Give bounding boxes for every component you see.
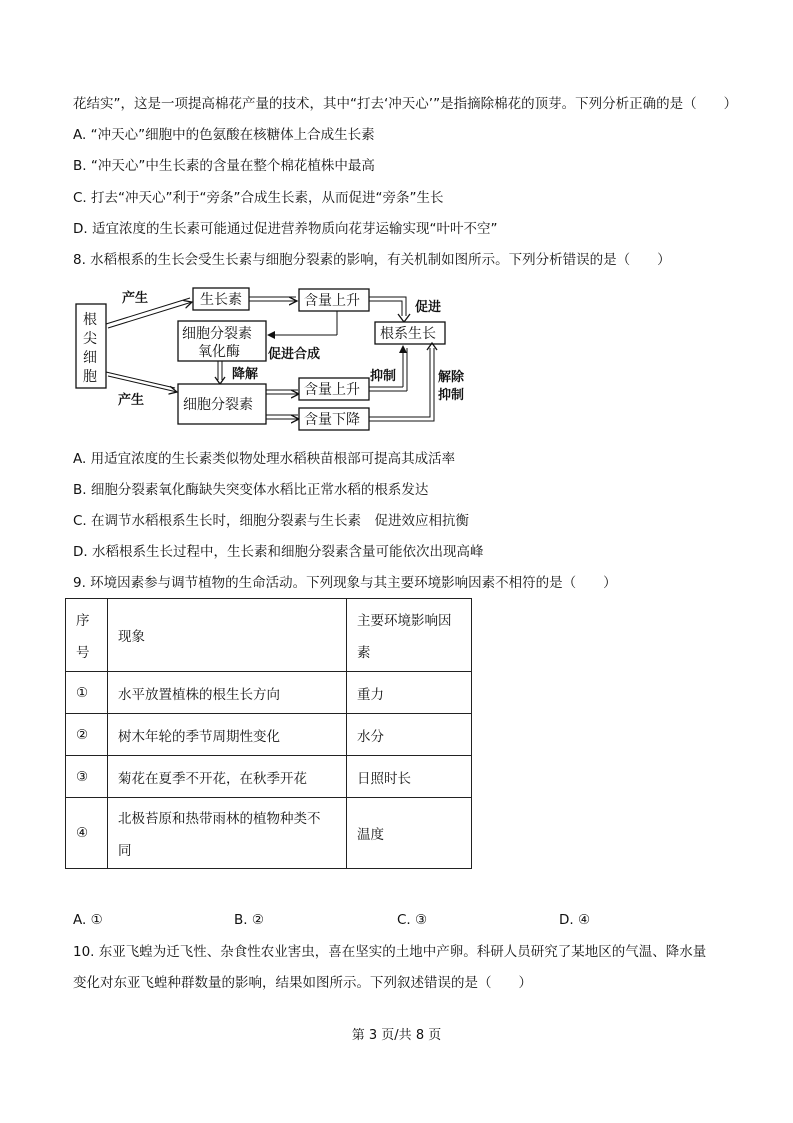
row-factor: 重力 bbox=[347, 672, 472, 714]
q9-table bbox=[65, 598, 472, 869]
row-phenomenon: 树木年轮的季节周期性变化 bbox=[108, 714, 347, 756]
row-phenomenon: 水平放置植株的根生长方向 bbox=[108, 672, 347, 714]
ckx-label-2: 氧化酶 bbox=[198, 344, 240, 360]
page-footer: 第 3 页/共 8 页 bbox=[351, 1028, 442, 1043]
q8-stem: 8. 水稻根系的生长会受生长素与细胞分裂素的影响，有关机制如图所示。下列分析错误的是（ ） bbox=[73, 252, 671, 268]
q10-stem-line-1: 10. 东亚飞蝗为迁飞性、杂食性农业害虫，喜在坚实的土地中产卵。科研人员研究了某地区的气温、降水量 bbox=[73, 944, 707, 960]
header-no: 序 号 bbox=[66, 599, 108, 672]
table-row bbox=[66, 672, 472, 714]
root-tip-char-2: 尖 bbox=[83, 331, 97, 347]
q9-option-c: C. ③ bbox=[397, 912, 428, 928]
row-no: ① bbox=[66, 672, 108, 714]
row-phenomenon: 菊花在夏季不开花，在秋季开花 bbox=[108, 756, 347, 798]
table-row bbox=[66, 756, 472, 798]
header-factor: 主要环境影响因 素 bbox=[347, 599, 472, 672]
q9-option-d: D. ④ bbox=[559, 912, 591, 928]
content-up-label-2: 含量上升 bbox=[304, 382, 360, 398]
q8-option-d: D. 水稻根系生长过程中，生长素和细胞分裂素含量可能依次出现高峰 bbox=[73, 544, 484, 560]
table-row bbox=[66, 798, 472, 869]
q9-option-b: B. ② bbox=[234, 912, 264, 928]
row-no: ③ bbox=[66, 756, 108, 798]
q7-option-c: C. 打去“冲天心”利于“旁条”合成生长素，从而促进“旁条”生长 bbox=[73, 190, 444, 206]
row-no: ② bbox=[66, 714, 108, 756]
q8-option-b: B. 细胞分裂素氧化酶缺失突变体水稻比正常水稻的根系发达 bbox=[73, 482, 429, 498]
label-relieve-2: 抑制 bbox=[438, 388, 465, 403]
table-row bbox=[66, 714, 472, 756]
q7-option-d: D. 适宜浓度的生长素可能通过促进营养物质向花芽运输实现“叶叶不空” bbox=[73, 221, 498, 237]
q9-stem: 9. 环境因素参与调节植物的生命活动。下列现象与其主要环境影响因素不相符的是（ ） bbox=[73, 575, 617, 591]
root-tip-char-4: 胞 bbox=[83, 369, 97, 385]
q7-option-b: B. “冲天心”中生长素的含量在整个棉花植株中最高 bbox=[73, 158, 375, 174]
q8-option-a: A. 用适宜浓度的生长素类似物处理水稻秧苗根部可提高其成活率 bbox=[73, 451, 456, 467]
q7-option-a: A. “冲天心”细胞中的色氨酸在核糖体上合成生长素 bbox=[73, 127, 375, 143]
header-phenomenon: 现象 bbox=[108, 599, 347, 672]
q10-stem-line-2: 变化对东亚飞蝗种群数量的影响，结果如图所示。下列叙述错误的是（ ） bbox=[73, 975, 532, 991]
auxin-label: 生长素 bbox=[200, 292, 242, 308]
label-promote: 促进 bbox=[415, 300, 442, 315]
row-factor: 水分 bbox=[347, 714, 472, 756]
root-tip-char-1: 根 bbox=[83, 312, 97, 328]
cytokinin-label: 细胞分裂素 bbox=[183, 397, 253, 413]
label-produce-top: 产生 bbox=[122, 291, 149, 306]
root-tip-char-3: 细 bbox=[83, 350, 97, 366]
row-no: ④ bbox=[66, 798, 108, 869]
content-down-label: 含量下降 bbox=[304, 412, 360, 428]
label-relieve-1: 解除 bbox=[438, 370, 465, 385]
content-up-label-1: 含量上升 bbox=[304, 293, 360, 309]
label-inhibit: 抑制 bbox=[370, 369, 397, 384]
q9-option-a: A. ① bbox=[73, 912, 103, 928]
q7-stem: 花结实”，这是一项提高棉花产量的技术，其中“打去‘冲天心’”是指摘除棉花的顶芽。下列分析正确的是（ ） bbox=[73, 96, 738, 112]
table-header-row bbox=[66, 599, 472, 672]
row-factor: 温度 bbox=[347, 798, 472, 869]
q8-option-c: C. 在调节水稻根系生长时，细胞分裂素与生长素 促进效应相抗衡 bbox=[73, 513, 470, 529]
label-promote-synthesis: 促进合成 bbox=[268, 347, 321, 362]
row-phenomenon: 北极苔原和热带雨林的植物种类不 同 bbox=[108, 798, 347, 869]
q8-mechanism-diagram bbox=[72, 286, 482, 434]
row-factor: 日照时长 bbox=[347, 756, 472, 798]
label-degrade: 降解 bbox=[232, 367, 259, 382]
label-produce-bottom: 产生 bbox=[118, 393, 145, 408]
ckx-label-1: 细胞分裂素 bbox=[182, 326, 252, 342]
root-growth-label: 根系生长 bbox=[380, 326, 436, 342]
